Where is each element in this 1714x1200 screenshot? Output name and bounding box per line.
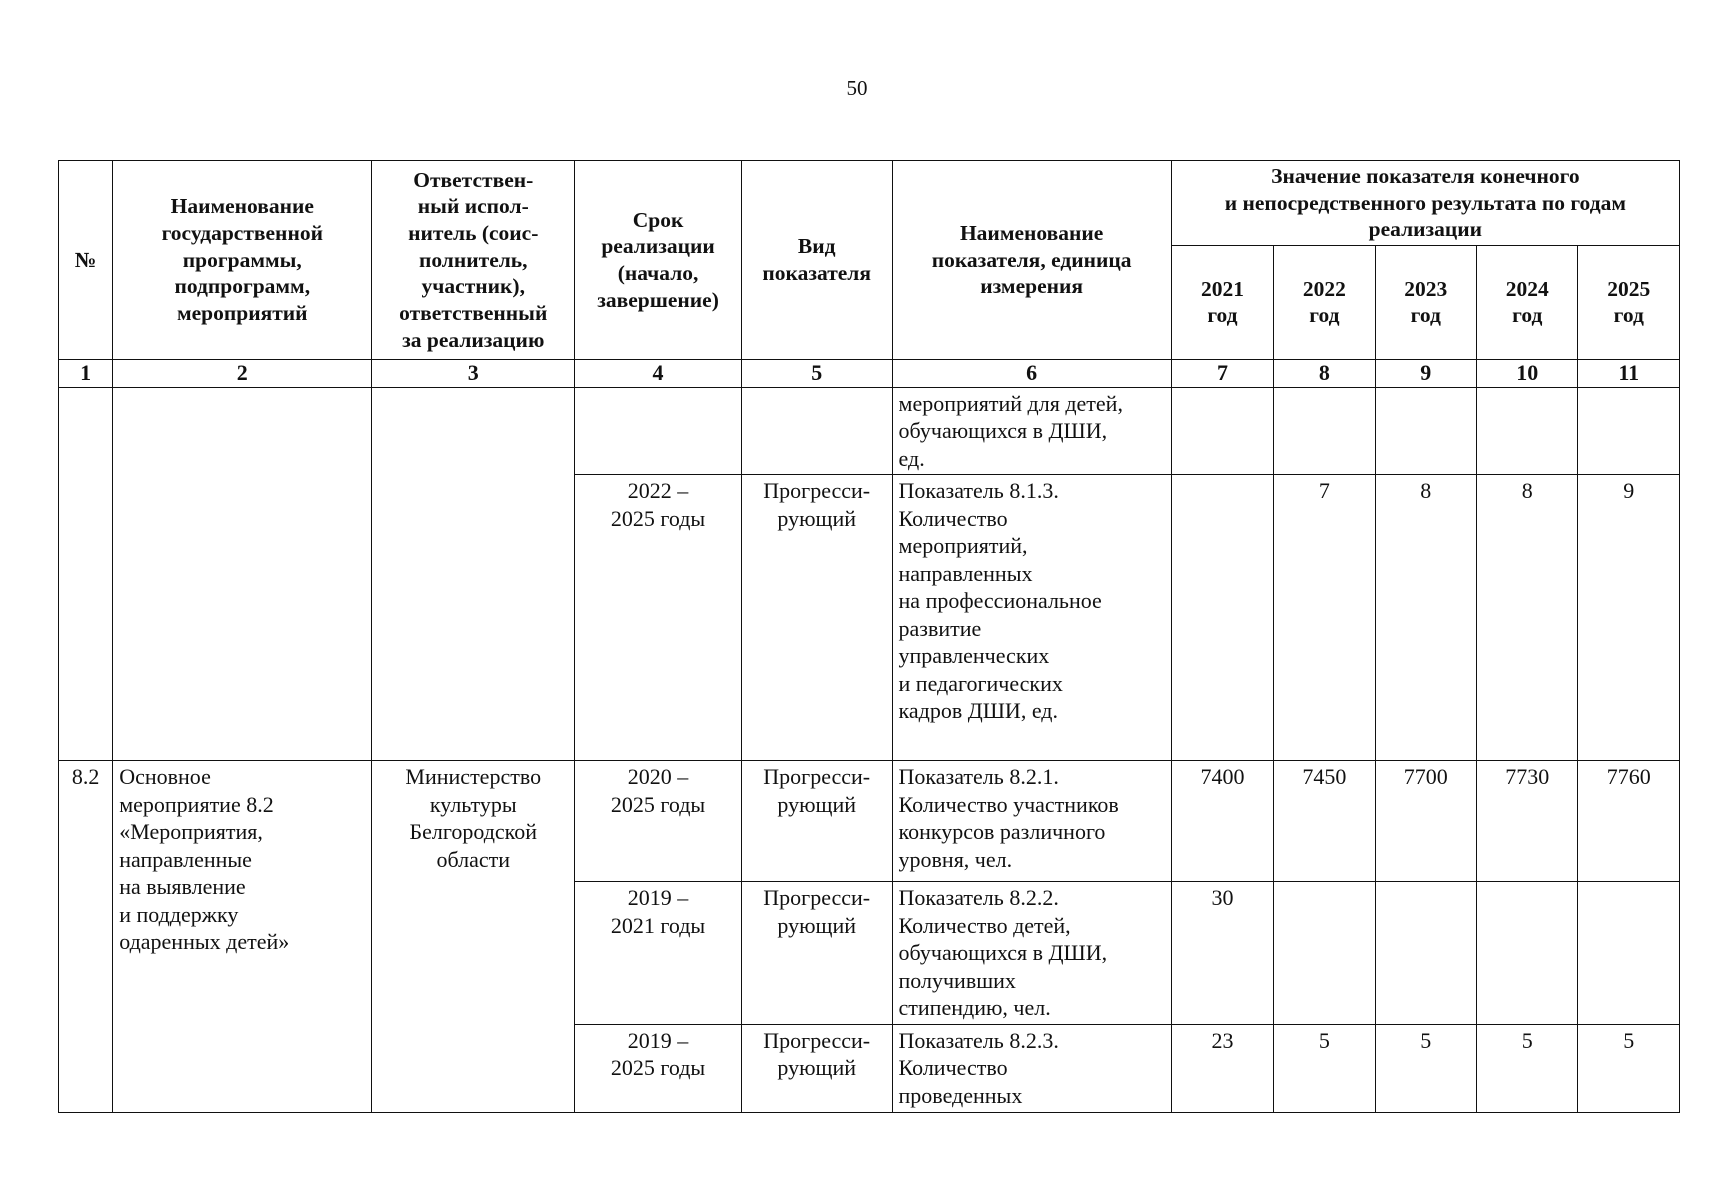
table-row [59,761,1680,882]
indicator-kind: Прогресси- рующий [741,475,892,761]
header-term: Срок реализации (начало, завершение) [575,161,742,360]
value-2023: 8 [1375,475,1476,761]
term: 2020 – 2025 годы [575,761,742,882]
header-program-name: Наименование государственной программы, подпрограмм, мероприятий [113,161,372,360]
header-year-2022: 2022 год [1274,245,1375,359]
indicator-kind: Прогресси- рующий [741,1024,892,1112]
row-number [59,387,113,761]
indicator-name: Показатель 8.2.1. Количество участников конкурсов различного уровня, чел. [892,761,1171,882]
header-values: Значение показателя конечного и непосредственного результата по годам реализации [1171,161,1679,246]
value-2022 [1274,387,1375,475]
responsible: Министерство культуры Белгородской области [372,761,575,1113]
header-year-2024: 2024 год [1477,245,1578,359]
indicator-name: Показатель 8.2.2. Количество детей, обучающихся в ДШИ, получивших стипендию, чел. [892,882,1171,1025]
col-number: 2 [113,359,372,387]
program-name: Основное мероприятие 8.2 «Мероприятия, направленные на выявление и поддержку одаренных детей» [113,761,372,1113]
value-2025: 7760 [1578,761,1680,882]
col-number: 8 [1274,359,1375,387]
header-row-top [59,161,1680,246]
header-indicator-kind: Вид показателя [741,161,892,360]
col-number: 9 [1375,359,1476,387]
value-2025 [1578,882,1680,1025]
page-number: 50 [846,76,868,100]
value-2024: 8 [1477,475,1578,761]
value-2023: 7700 [1375,761,1476,882]
header-responsible: Ответствен- ный испол- нитель (соис- полнитель, участник), ответственный за реализацию [372,161,575,360]
value-2024 [1477,882,1578,1025]
value-2025 [1578,387,1680,475]
value-2023 [1375,882,1476,1025]
value-2023 [1375,387,1476,475]
value-2023: 5 [1375,1024,1476,1112]
program-table [58,160,1680,1113]
col-number: 1 [59,359,113,387]
term: 2019 – 2025 годы [575,1024,742,1112]
term: 2022 – 2025 годы [575,475,742,761]
header-year-2021: 2021 год [1171,245,1273,359]
value-2021 [1171,387,1273,475]
col-number: 11 [1578,359,1680,387]
row-number: 8.2 [59,761,113,1113]
value-2024: 7730 [1477,761,1578,882]
header-no: № [59,161,113,360]
value-2024: 5 [1477,1024,1578,1112]
col-number: 6 [892,359,1171,387]
table-row [59,387,1680,475]
value-2025: 9 [1578,475,1680,761]
header-indicator-name: Наименование показателя, единица измерения [892,161,1171,360]
indicator-name: Показатель 8.1.3. Количество мероприятий, направленных на профессиональное развитие управленческих и педагогических кадров ДШИ, ед. [892,475,1171,761]
col-number: 3 [372,359,575,387]
value-2022: 7450 [1274,761,1375,882]
value-2025: 5 [1578,1024,1680,1112]
indicator-kind: Прогресси- рующий [741,882,892,1025]
value-2021 [1171,475,1273,761]
value-2021: 30 [1171,882,1273,1025]
program-name [113,387,372,761]
col-number: 10 [1477,359,1578,387]
term [575,387,742,475]
col-number: 5 [741,359,892,387]
value-2021: 23 [1171,1024,1273,1112]
value-2021: 7400 [1171,761,1273,882]
header-year-2025: 2025 год [1578,245,1680,359]
value-2022: 7 [1274,475,1375,761]
indicator-kind [741,387,892,475]
value-2022: 5 [1274,1024,1375,1112]
header-year-2023: 2023 год [1375,245,1476,359]
indicator-name: мероприятий для детей, обучающихся в ДШИ, ед. [892,387,1171,475]
column-number-row [59,359,1680,387]
term: 2019 – 2021 годы [575,882,742,1025]
indicator-name: Показатель 8.2.3. Количество проведенных [892,1024,1171,1112]
value-2022 [1274,882,1375,1025]
responsible [372,387,575,761]
col-number: 7 [1171,359,1273,387]
value-2024 [1477,387,1578,475]
indicator-kind: Прогресси- рующий [741,761,892,882]
col-number: 4 [575,359,742,387]
